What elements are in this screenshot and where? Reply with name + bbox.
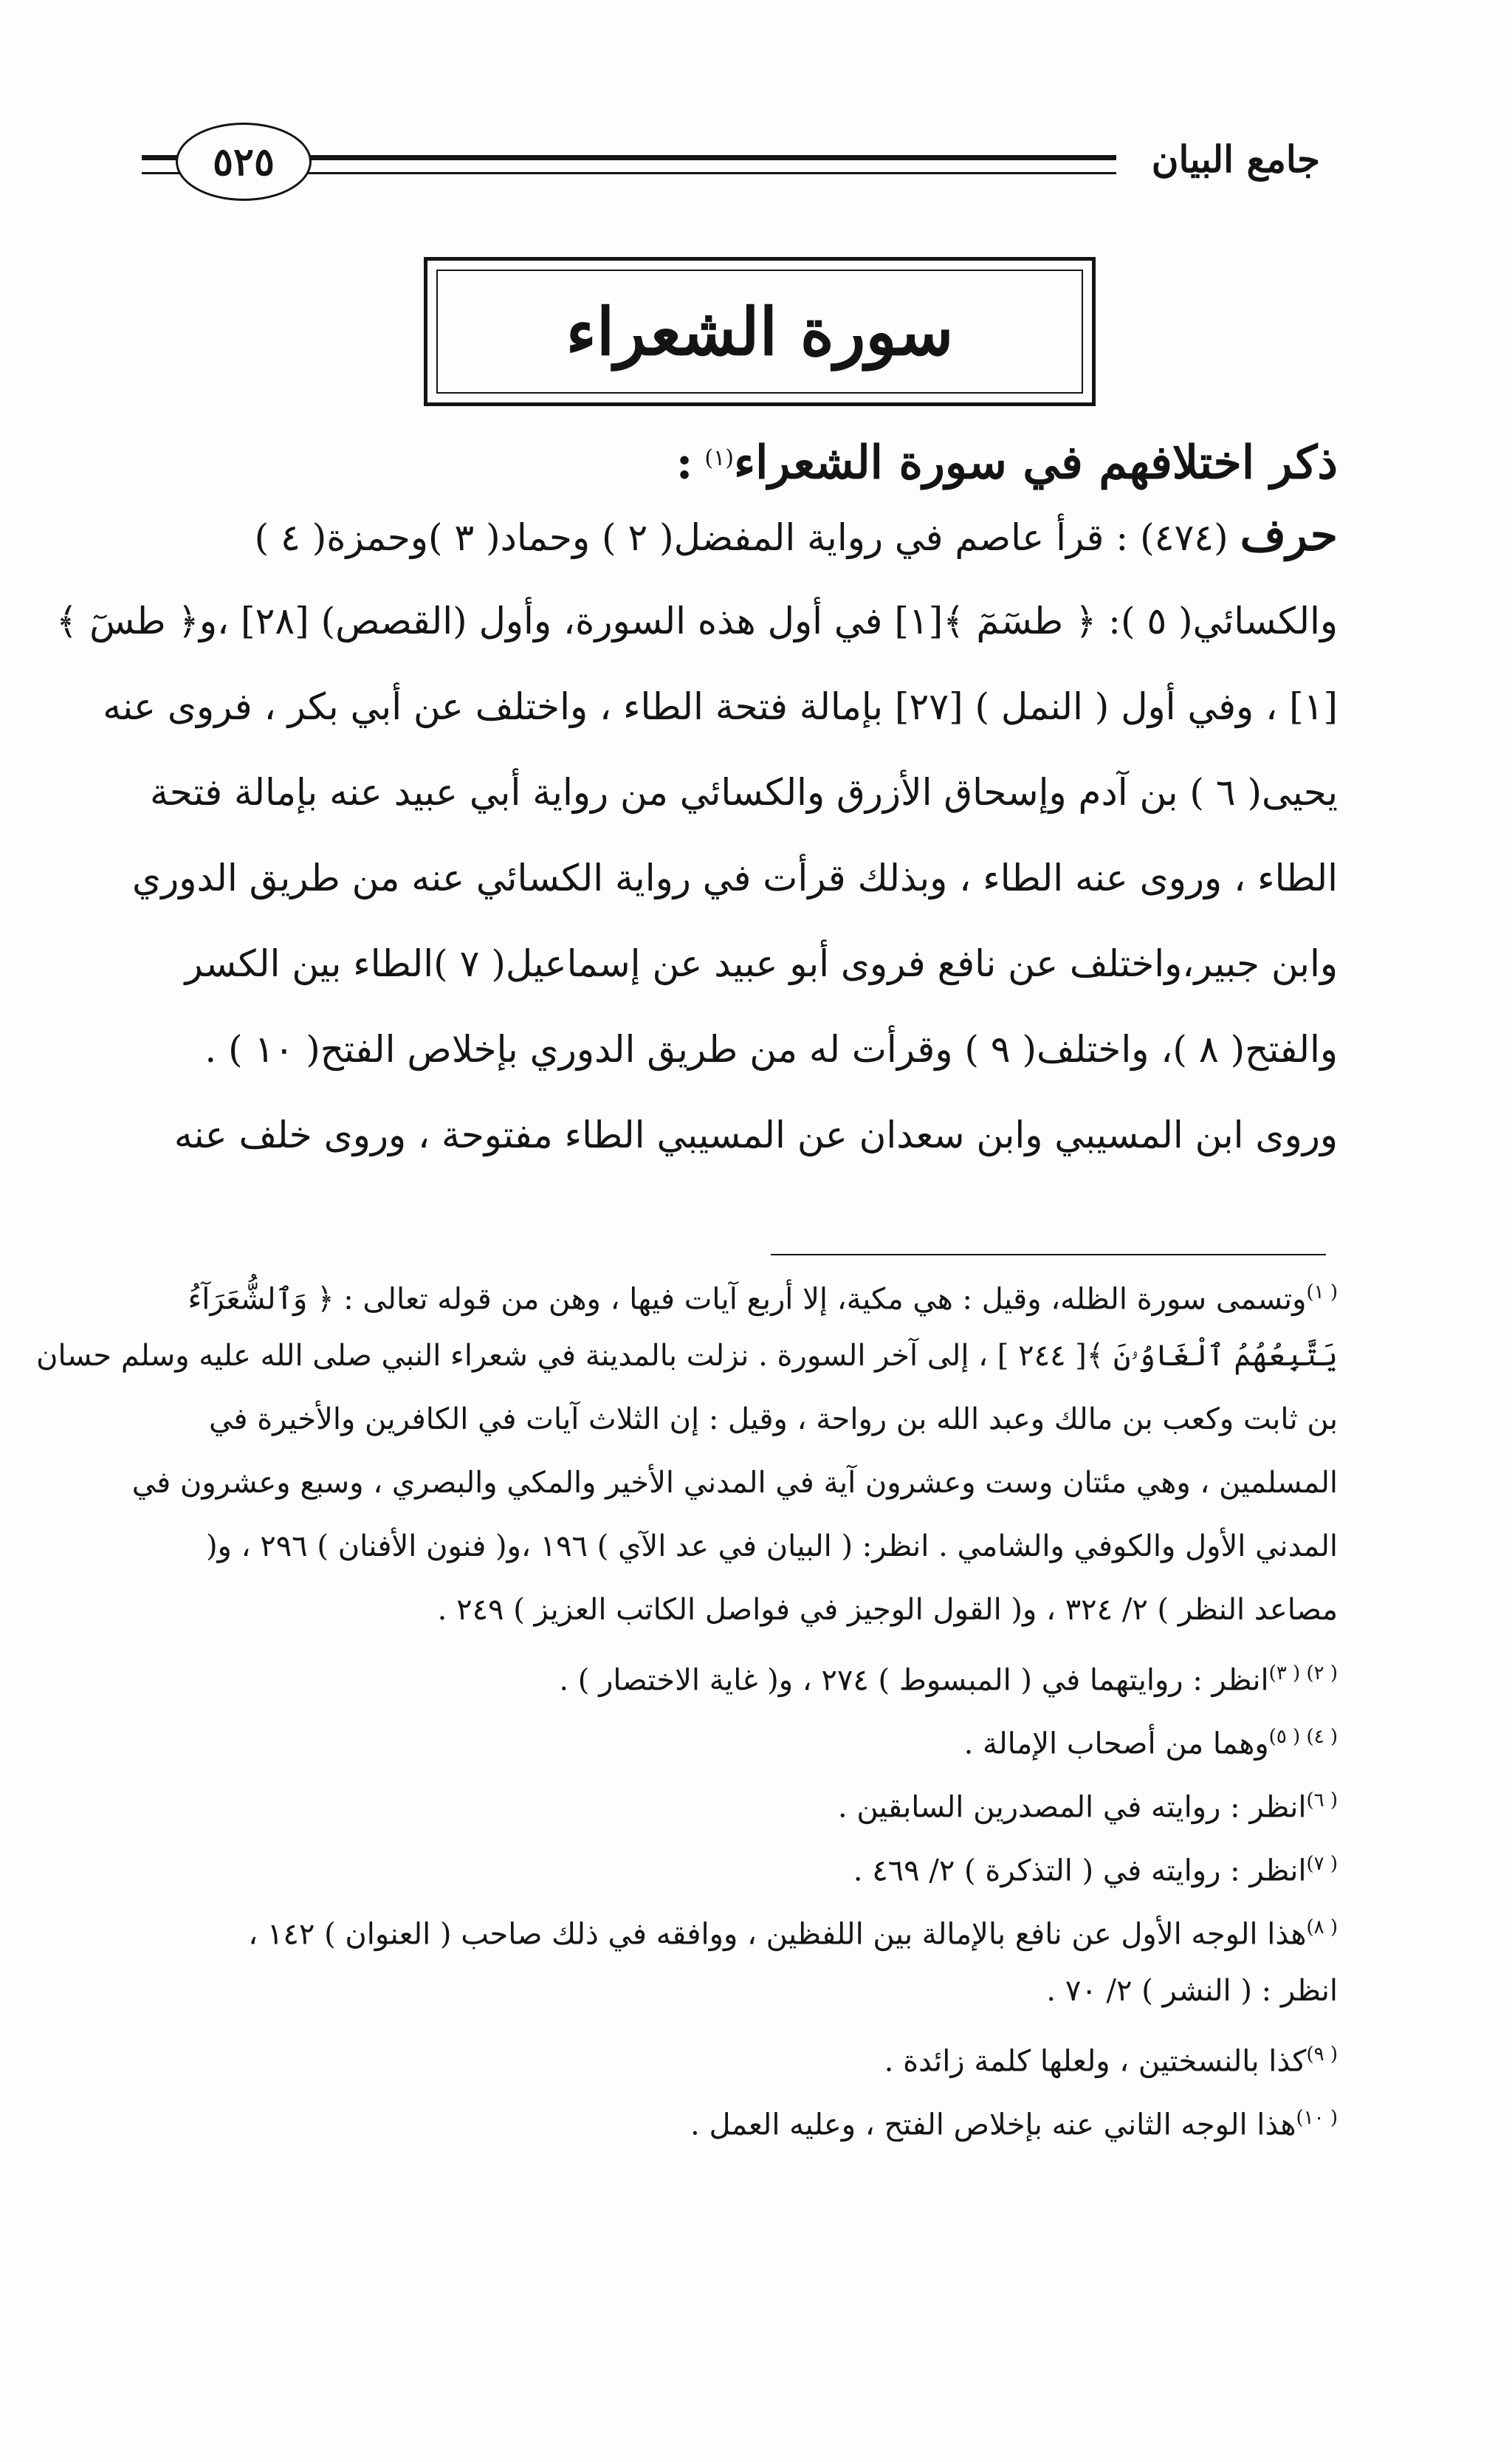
footnote — [853, 1843, 1338, 1891]
footnote-text: انظر : روايته في ( التذكرة ) ٢/ ٤٦٩ . — [853, 1854, 1307, 1888]
footnote — [36, 1335, 1338, 1376]
footnote — [248, 1907, 1338, 1955]
footnote — [964, 1716, 1338, 1764]
footnote-number: ( ٢) ( ٣) — [1268, 1662, 1338, 1684]
footnote-number: ( ٤) ( ٥) — [1268, 1726, 1338, 1748]
sura-title: سورة الشعراء — [566, 293, 954, 370]
body-line-text: والفتح( ٨ )، واختلف( ٩ ) وقرأت له من طريق الدوري بإخلاص الفتح( ١٠ ) . — [205, 1028, 1338, 1071]
body-line-text: [١] ، وفي أول ( النمل ) [٢٧] بإمالة فتحة الطاء ، واختلف عن أبي بكر ، فروى عنه — [103, 685, 1338, 728]
footnote — [838, 1780, 1338, 1828]
footnote-text: المدني الأول والكوفي والشامي . انظر: ( البيان في عد الآي ) ١٩٦ ،و( فنون الأفنان ) ٢٩٦ ، و( — [205, 1529, 1338, 1563]
body-line — [255, 510, 1338, 563]
footnote-separator — [771, 1254, 1326, 1255]
footnote-text: انظر : روايتهما في ( المبسوط ) ٢٧٤ ، و( غاية الاختصار ) . — [559, 1663, 1269, 1698]
footnote — [206, 1526, 1338, 1567]
footnote-text: مصاعد النظر ) ٢/ ٣٢٤ ، و( القول الوجيز في فواصل الكاتب العزيز ) ٢٤٩ . — [437, 1593, 1338, 1627]
body-line — [103, 681, 1338, 733]
body-line-text: يحيى( ٦ ) بن آدم وإسحاق الأزرق والكسائي من رواية أبي عبيد عنه بإمالة فتحة — [150, 771, 1338, 814]
footnote — [132, 1462, 1338, 1503]
footnote-text: انظر : ( النشر ) ٢/ ٧٠ . — [1046, 1974, 1338, 2008]
body-line — [174, 1109, 1338, 1161]
footnote — [884, 2034, 1338, 2082]
footnote — [559, 1653, 1338, 1701]
running-title: جامع البيان — [1151, 137, 1320, 181]
body-line — [185, 938, 1339, 990]
body-line — [205, 1023, 1338, 1075]
footnote-number: ( ٨) — [1306, 1916, 1338, 1938]
harf-label: حرف — [1240, 510, 1338, 561]
footnote-text: هذا الوجه الأول عن نافع بالإمالة بين اللفظين ، ووافقه في ذلك صاحب ( العنوان ) ١٤٢ ، — [248, 1917, 1307, 1952]
footnote-number: ( ١٠) — [1296, 2107, 1338, 2129]
body-line-text: الطاء ، وروى عنه الطاء ، وبذلك قرأت في رواية الكسائي عنه من طريق الدوري — [131, 857, 1338, 899]
footnote-text: هذا الوجه الثاني عنه بإخلاص الفتح ، وعليه العمل . — [690, 2108, 1296, 2142]
section-heading: ذكر اختلافهم في سورة الشعراء — [733, 435, 1338, 490]
body-line-text: وابن جبير،واختلف عن نافع فروى أبو عبيد عن إسماعيل( ٧ )الطاء بين الكسر — [185, 942, 1338, 985]
footnote-number: ( ٦) — [1306, 1789, 1338, 1811]
footnote — [1046, 1970, 1338, 2012]
section-heading-note: (١) — [704, 445, 734, 471]
footnote — [209, 1399, 1338, 1440]
body-line-text: (٤٧٤) : قرأ عاصم في رواية المفضل( ٢ ) وحماد( ٣ )وحمزة( ٤ ) — [254, 516, 1228, 559]
footnote-text: وتسمى سورة الظله، وقيل : هي مكية، إلا أربع آيات فيها ، وهن من قوله تعالى : ﴿ وَٱلشُّعَرَآءُ — [188, 1282, 1307, 1317]
footnote-text: وهما من أصحاب الإمالة . — [963, 1727, 1269, 1761]
footnote-number: ( ٧) — [1306, 1853, 1338, 1875]
body-line-text: وروى ابن المسيبي وابن سعدان عن المسيبي الطاء مفتوحة ، وروى خلف عنه — [173, 1114, 1338, 1156]
footnote-number: ( ٩) — [1306, 2043, 1338, 2065]
footnote-text: المسلمين ، وهي مئتان وست وعشرون آية في المدني الأخير والمكي والبصري ، وسبع وعشرون في — [131, 1466, 1338, 1500]
body-line — [56, 595, 1338, 647]
footnote — [188, 1272, 1338, 1320]
footnote-number: ( ١) — [1306, 1281, 1338, 1303]
footnote-text: بن ثابت وكعب بن مالك وعبد الله بن رواحة ، وقيل : إن الثلاث آيات في الكافرين والأخيرة في — [209, 1402, 1338, 1436]
body-line-text: والكسائي( ٥ ): ﴿ طسٓمٓ ﴾[١] في أول هذه السورة، وأول (القصص) [٢٨] ،و﴿ طسٓ ﴾ — [55, 600, 1338, 642]
section-heading-colon: : — [676, 435, 693, 490]
section-heading-line — [676, 433, 1338, 492]
page-number: ٥٢٥ — [213, 139, 275, 185]
footnote — [438, 1589, 1338, 1631]
page-number-badge — [176, 123, 312, 201]
footnote-text: يَتَّبِعُهُمُ ٱلْغَاوُۥنَ ﴾[ ٢٤٤ ] ، إلى آخر السورة . نزلت بالمدينة في شعراء النبي صلى الله عليه وسلم حسان — [36, 1339, 1338, 1373]
sura-title-inner-frame — [436, 270, 1083, 394]
body-line — [150, 767, 1338, 818]
footnote-text: انظر : روايته في المصدرين السابقين . — [837, 1790, 1307, 1825]
body-line — [132, 852, 1338, 904]
footnote — [690, 2097, 1338, 2145]
sura-title-frame — [424, 257, 1096, 406]
footnote-text: كذا بالنسختين ، ولعلها كلمة زائدة . — [884, 2044, 1307, 2079]
